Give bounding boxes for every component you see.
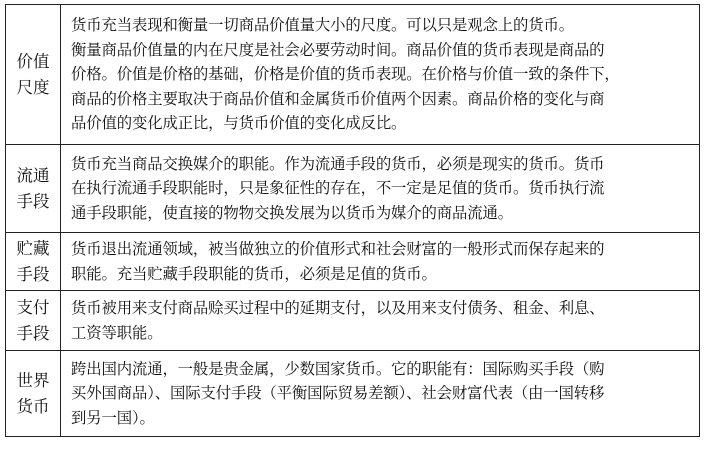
function-name-cell xyxy=(6,351,61,437)
function-description-cell xyxy=(61,291,700,351)
description-line: 跨出国内流通，一般是贵金属，少数国家货币。它的职能有：国际购买手段（购 xyxy=(71,359,605,378)
description-line: 衡量商品价值量的内在尺度是社会必要劳动时间。商品价值的货币表现是商品的 xyxy=(71,40,605,59)
table-row-value-measure xyxy=(6,5,700,145)
description-line: 买外国商品）、国际支付手段（平衡国际贸易差额）、社会财富代表（由一国转移 xyxy=(71,384,605,403)
function-description-cell xyxy=(61,233,700,291)
description-line: 货币退出流通领域，被当做独立的价值形式和社会财富的一般形式而保存起来的 xyxy=(71,240,605,258)
table-row-circulation xyxy=(6,145,700,233)
function-description-cell xyxy=(61,5,700,145)
description-line: 货币被用来支付商品赊买过程中的延期支付，以及用来支付债务、租金、利息、 xyxy=(71,299,605,317)
table-row-world-money xyxy=(6,351,700,437)
function-name-cell xyxy=(6,291,61,351)
function-name-line: 尺度 xyxy=(16,77,50,97)
function-description-cell xyxy=(61,351,700,437)
money-functions-table xyxy=(5,4,700,437)
description-line: 职能。充当贮藏手段职能的货币，必须是足值的货币。 xyxy=(71,264,437,283)
description-line: 到另一国）。 xyxy=(71,408,155,427)
table-row-hoarding xyxy=(6,233,700,291)
description-line: 商品的价格主要取决于商品价值和金属货币价值两个因素。商品价格的变化与商 xyxy=(71,89,605,108)
table-row-payment xyxy=(6,291,700,351)
function-name-line: 货币 xyxy=(16,396,50,416)
description-line: 在执行流通手段职能时，只是象征性的存在，不一定是足值的货币。货币执行流 xyxy=(71,179,605,198)
description-line: 品价值的变化成正比，与货币价值的变化成反比。 xyxy=(71,114,407,133)
function-name-line: 贮藏 xyxy=(16,238,50,258)
function-name-line: 价值 xyxy=(16,51,50,71)
function-name-line: 手段 xyxy=(16,191,50,211)
function-name-line: 手段 xyxy=(16,264,50,284)
function-description-cell xyxy=(61,145,700,233)
function-name-cell xyxy=(6,145,61,233)
description-line: 价格。价值是价格的基础，价格是价值的货币表现。在价格与价值一致的条件下， xyxy=(71,65,620,84)
function-name-line: 支付 xyxy=(16,297,50,317)
description-line: 货币充当商品交换媒介的职能。作为流通手段的货币，必须是现实的货币。货币 xyxy=(71,154,605,173)
function-name-line: 流通 xyxy=(16,165,50,185)
function-name-cell xyxy=(6,233,61,291)
function-name-cell xyxy=(6,5,61,145)
description-line: 通手段职能，使直接的物物交换发展为以货币为媒介的商品流通。 xyxy=(71,203,513,222)
description-line: 工资等职能。 xyxy=(71,323,163,342)
function-name-line: 手段 xyxy=(16,323,50,343)
description-line: 货币充当表现和衡量一切商品价值量大小的尺度。可以只是观念上的货币。 xyxy=(71,16,574,35)
function-name-line: 世界 xyxy=(16,370,50,390)
